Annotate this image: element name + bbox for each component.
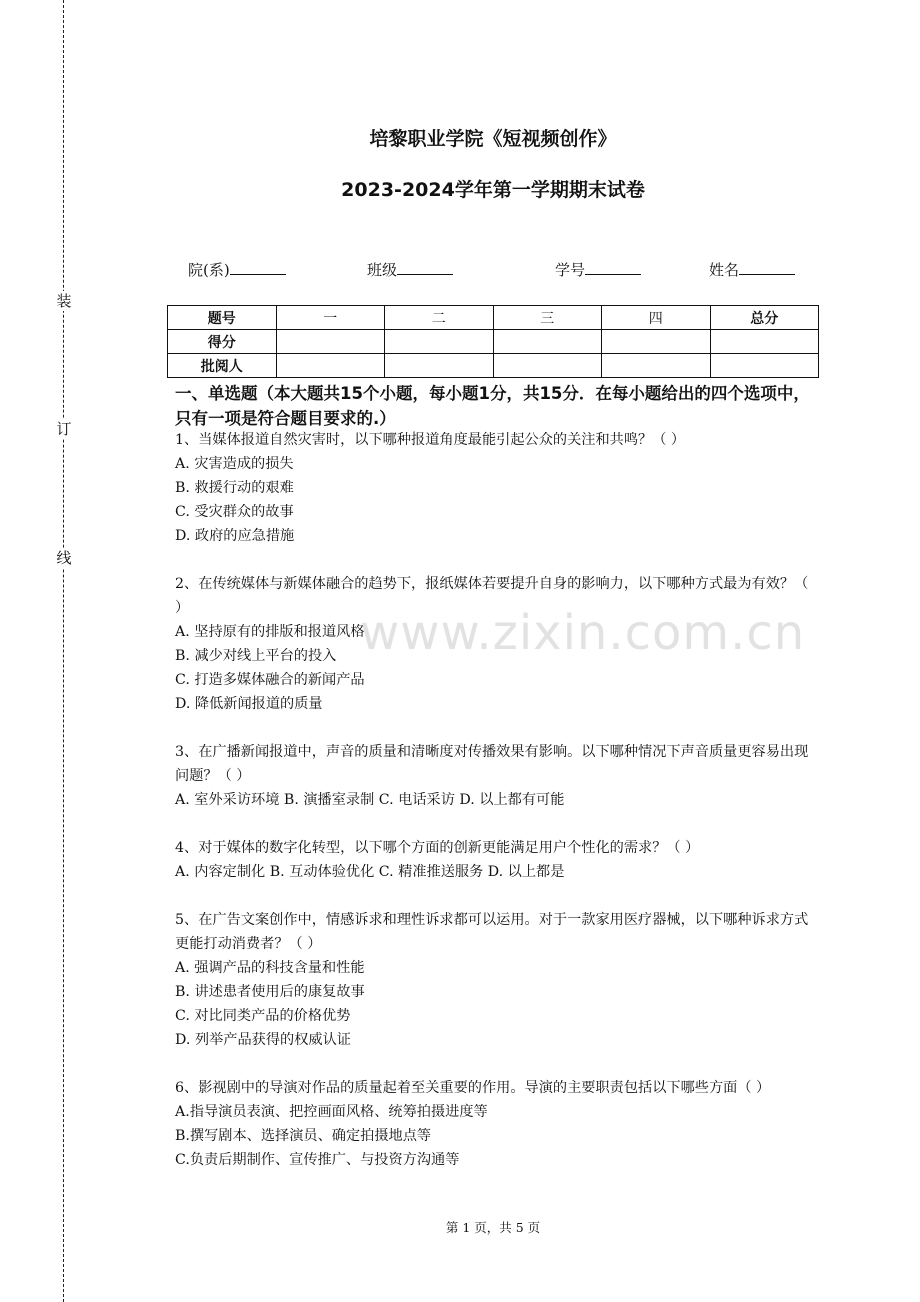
binding-char-xian: 线: [56, 549, 72, 567]
score-table-header-cell: 题号: [168, 306, 277, 330]
option-b[interactable]: B.撰写剧本、选择演员、确定拍摄地点等: [175, 1128, 432, 1144]
score-table-row-label: 得分: [168, 330, 277, 354]
question-1: [175, 428, 815, 548]
question-stem: 4、对于媒体的数字化转型，以下哪个方面的创新更能满足用户个性化的需求？（ ）: [175, 840, 700, 856]
score-cell[interactable]: [493, 330, 602, 354]
option-b[interactable]: B. 减少对线上平台的投入: [175, 648, 337, 664]
score-table-row-reviewer: [168, 354, 819, 378]
fill-blank-line[interactable]: [230, 260, 286, 275]
fill-blank-line[interactable]: [739, 260, 795, 275]
option-b[interactable]: B. 讲述患者使用后的康复故事: [175, 984, 365, 1000]
exam-title-line1: 培黎职业学院《短视频创作》: [369, 128, 617, 150]
score-cell[interactable]: [276, 330, 385, 354]
score-cell[interactable]: [710, 330, 819, 354]
reviewer-cell[interactable]: [493, 354, 602, 378]
info-field-department[interactable]: [188, 259, 286, 280]
question-6: [175, 1076, 815, 1172]
question-stem: 6、影视剧中的导演对作品的质量起着至关重要的作用。导演的主要职责包括以下哪些方面（ ）: [175, 1080, 771, 1096]
option-d[interactable]: D. 政府的应急措施: [175, 528, 295, 544]
question-stem: 3、在广播新闻报道中，声音的质量和清晰度对传播效果有影响。以下哪种情况下声音质量更容易出现问题？（ ）: [175, 744, 809, 784]
info-field-label: 学号: [555, 261, 586, 279]
inline-options[interactable]: A. 室外采访环境 B. 演播室录制 C. 电话采访 D. 以上都有可能: [175, 792, 565, 808]
score-table-header-cell: 二: [385, 306, 494, 330]
score-table-row-label: 批阅人: [168, 354, 277, 378]
question-list: [175, 428, 815, 1196]
question-stem: 1、当媒体报道自然灾害时，以下哪种报道角度最能引起公众的关注和共鸣？（ ）: [175, 432, 686, 448]
exam-title-line2: 2023-2024学年第一学期期末试卷: [341, 179, 645, 201]
option-c[interactable]: C. 受灾群众的故事: [175, 504, 294, 520]
info-field-label: 姓名: [709, 261, 740, 279]
section-heading: 一、单选题（本大题共15个小题，每小题1分，共15分．在每小题给出的四个选项中，只有一项是符合题目要求的.）: [175, 384, 810, 428]
reviewer-cell[interactable]: [385, 354, 494, 378]
question-2: [175, 572, 815, 716]
option-a[interactable]: A. 灾害造成的损失: [175, 456, 294, 472]
score-table-header-cell: 四: [602, 306, 711, 330]
fill-blank-line[interactable]: [585, 260, 641, 275]
question-stem: 5、在广告文案创作中，情感诉求和理性诉求都可以运用。对于一款家用医疗器械，以下哪种诉求方式更能打动消费者？（ ）: [175, 912, 809, 952]
binding-char-ding: 订: [56, 420, 72, 438]
option-c[interactable]: C.负责后期制作、宣传推广、与投资方沟通等: [175, 1152, 460, 1168]
score-table-row-score: [168, 330, 819, 354]
info-field-name[interactable]: [709, 259, 795, 280]
score-cell[interactable]: [385, 330, 494, 354]
option-a[interactable]: A. 强调产品的科技含量和性能: [175, 960, 365, 976]
score-table-header-row: [168, 306, 819, 330]
reviewer-cell[interactable]: [710, 354, 819, 378]
option-d[interactable]: D. 列举产品获得的权威认证: [175, 1032, 351, 1048]
info-field-label: 班级: [367, 261, 398, 279]
watermark-text: www.zixin.com.cn: [360, 605, 806, 661]
score-table-header-cell: 一: [276, 306, 385, 330]
question-5: [175, 908, 815, 1052]
option-a[interactable]: A. 坚持原有的排版和报道风格: [175, 624, 365, 640]
question-3: [175, 740, 815, 812]
option-c[interactable]: C. 打造多媒体融合的新闻产品: [175, 672, 365, 688]
reviewer-cell[interactable]: [276, 354, 385, 378]
binding-char-zhuang: 装: [56, 292, 72, 310]
question-4: [175, 836, 815, 884]
info-field-class[interactable]: [367, 259, 453, 280]
option-b[interactable]: B. 救援行动的艰难: [175, 480, 294, 496]
reviewer-cell[interactable]: [602, 354, 711, 378]
fill-blank-line[interactable]: [397, 260, 453, 275]
option-a[interactable]: A.指导演员表演、把控画面风格、统筹拍摄进度等: [175, 1104, 488, 1120]
score-table-header-cell: 三: [493, 306, 602, 330]
score-table: [167, 305, 819, 378]
option-c[interactable]: C. 对比同类产品的价格优势: [175, 1008, 351, 1024]
score-cell[interactable]: [602, 330, 711, 354]
question-stem: 2、在传统媒体与新媒体融合的趋势下，报纸媒体若要提升自身的影响力，以下哪种方式最为有效？（ ）: [175, 576, 809, 616]
info-field-label: 院(系): [188, 261, 230, 279]
score-table-header-cell: 总分: [710, 306, 819, 330]
option-d[interactable]: D. 降低新闻报道的质量: [175, 696, 323, 712]
inline-options[interactable]: A. 内容定制化 B. 互动体验优化 C. 精准推送服务 D. 以上都是: [175, 864, 565, 880]
page-footer: 第 1 页，共 5 页: [445, 1220, 541, 1235]
info-field-student-id[interactable]: [555, 259, 641, 280]
